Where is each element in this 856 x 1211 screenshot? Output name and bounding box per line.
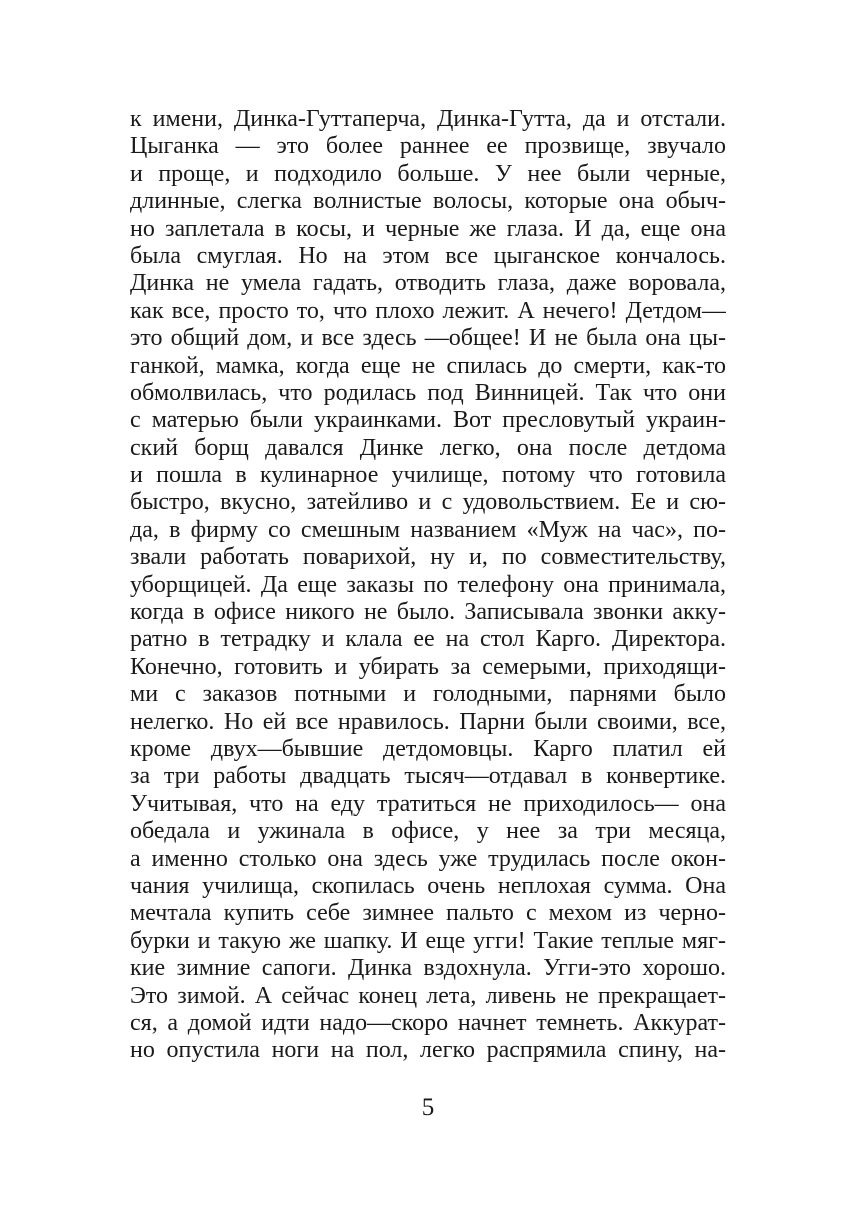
text-line: Динка не умела гадать, отводить глаза, даже воровала, bbox=[130, 270, 726, 297]
text-line: быстро, вкусно, затейливо и с удовольствием. Ее и сю- bbox=[130, 489, 726, 516]
text-line: а именно столько она здесь уже трудилась после окон- bbox=[130, 845, 726, 872]
body-text bbox=[130, 106, 726, 1065]
text-line: ганкой, мамка, когда еще не спилась до смерти, как-то bbox=[130, 352, 726, 379]
text-line: кроме двух—бывшие детдомовцы. Карго платил ей bbox=[130, 735, 726, 762]
text-line: и пошла в кулинарное училище, потому что готовила bbox=[130, 462, 726, 489]
text-line: кие зимние сапоги. Динка вздохнула. Угги-это хорошо. bbox=[130, 955, 726, 982]
text-line: обедала и ужинала в офисе, у нее за три месяца, bbox=[130, 818, 726, 845]
text-line: это общий дом, и все здесь —общее! И не была она цы- bbox=[130, 325, 726, 352]
text-line: с матерью были украинками. Вот пресловутый украин- bbox=[130, 407, 726, 434]
text-line: была смуглая. Но на этом все цыганское кончалось. bbox=[130, 242, 726, 269]
text-line: к имени, Динка-Гуттаперча, Динка-Гутта, да и отстали. bbox=[130, 106, 726, 132]
text-line: когда в офисе никого не было. Записывала звонки акку- bbox=[130, 599, 726, 626]
text-line: да, в фирму со смешным названием «Муж на час», по- bbox=[130, 516, 726, 543]
text-line: но опустила ноги на пол, легко распрямила спину, на- bbox=[130, 1037, 726, 1064]
text-line: длинные, слегка волнистые волосы, которые она обыч- bbox=[130, 188, 726, 215]
text-line: ратно в тетрадку и клала ее на стол Карго. Директора. bbox=[130, 626, 726, 653]
page-number: 5 bbox=[421, 1094, 435, 1121]
text-line: ми с заказов потными и голодными, парнями было bbox=[130, 681, 726, 708]
text-line: звали работать поварихой, ну и, по совместительству, bbox=[130, 544, 726, 571]
text-line: и проще, и подходило больше. У нее были черные, bbox=[130, 160, 726, 187]
text-line: уборщицей. Да еще заказы по телефону она принимала, bbox=[130, 571, 726, 598]
text-line: нелегко. Но ей все нравилось. Парни были своими, все, bbox=[130, 708, 726, 735]
text-line: бурки и такую же шапку. И еще угги! Такие теплые мяг- bbox=[130, 927, 726, 954]
text-line: чания училища, скопилась очень неплохая сумма. Она bbox=[130, 872, 726, 899]
text-line: за три работы двадцать тысяч—отдавал в конвертике. bbox=[130, 763, 726, 790]
text-line: но заплетала в косы, и черные же глаза. И да, еще она bbox=[130, 215, 726, 242]
text-line: как все, просто то, что плохо лежит. А нечего! Детдом— bbox=[130, 297, 726, 324]
text-line: мечтала купить себе зимнее пальто с мехом из черно- bbox=[130, 900, 726, 927]
text-line: Это зимой. А сейчас конец лета, ливень не прекращает- bbox=[130, 982, 726, 1009]
text-line: ский борщ давался Динке легко, она после детдома bbox=[130, 434, 726, 461]
text-line: ся, а домой идти надо—скоро начнет темнеть. Аккурат- bbox=[130, 1009, 726, 1036]
text-line: Конечно, готовить и убирать за семерыми, приходящи- bbox=[130, 653, 726, 680]
text-line: Цыганка — это более раннее ее прозвище, звучало bbox=[130, 133, 726, 160]
text-line: Учитывая, что на еду тратиться не приходилось— она bbox=[130, 790, 726, 817]
text-line: обмолвилась, что родилась под Винницей. Так что они bbox=[130, 379, 726, 406]
